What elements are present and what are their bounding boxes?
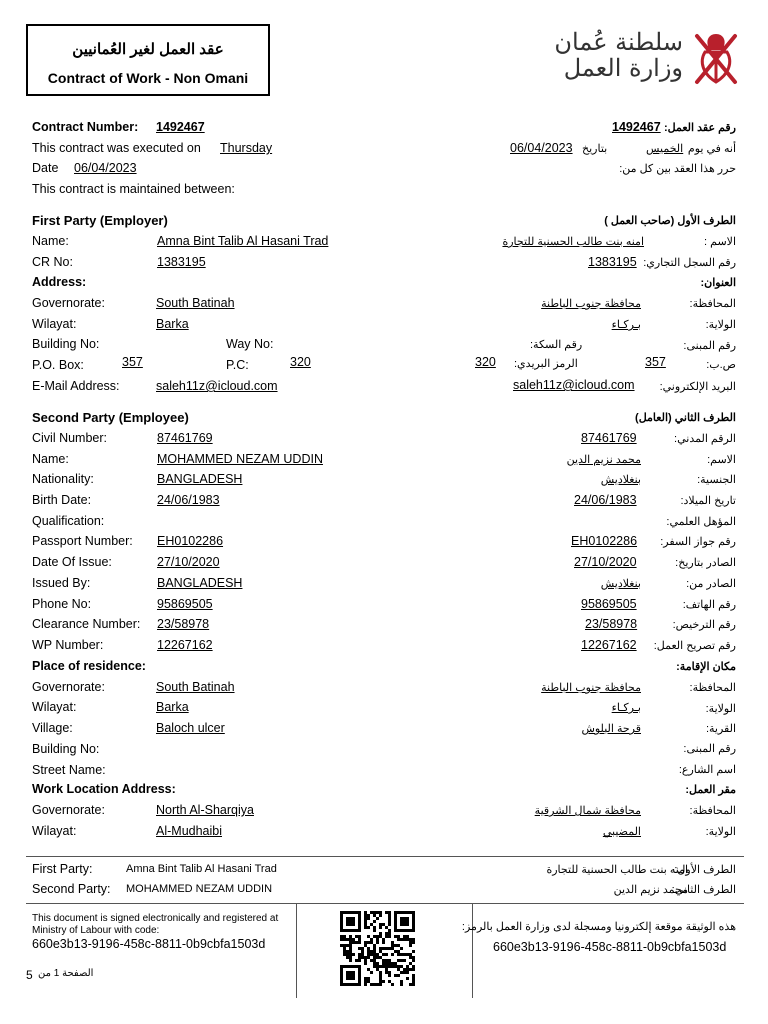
contract-number-label-ar: رقم عقد العمل:	[664, 122, 736, 134]
email-label: E-Mail Address:	[32, 379, 120, 393]
nationality-label-ar: الجنسية:	[697, 474, 736, 486]
residence-wilayat-ar: بـركـاء	[611, 702, 641, 714]
executed-label: This contract was executed on	[32, 141, 201, 155]
birth-date-label: Birth Date:	[32, 493, 92, 507]
postal-code: 320	[290, 355, 311, 369]
employer-name: Amna Bint Talib Al Hasani Trad	[157, 234, 329, 248]
second-party-heading: Second Party (Employee)	[32, 410, 189, 425]
issued-by-ar: بنغلاديش	[600, 578, 641, 590]
second-party-heading-ar: الطرف الثاني (العامل)	[635, 412, 736, 424]
wp-number-ar: 12267162	[581, 638, 637, 652]
phone-number-ar: 95869505	[581, 597, 637, 611]
title-english: Contract of Work - Non Omani	[47, 70, 249, 86]
employer-gov: South Batinah	[156, 296, 235, 310]
footer-divider-2	[26, 903, 744, 904]
employee-name: MOHAMMED NEZAM UDDIN	[157, 452, 323, 466]
phone-label-ar: رقم الهاتف:	[682, 599, 736, 611]
footer-vertical-left	[296, 903, 297, 998]
pc-label: P.C:	[226, 358, 249, 372]
cr-label: CR No:	[32, 255, 73, 269]
ministry-name-line2: وزارة العمل	[563, 54, 683, 82]
work-gov-ar: محافظة شمال الشرقية	[534, 805, 641, 817]
employer-gov-label-ar: المحافظة:	[689, 298, 736, 310]
nationality-label: Nationality:	[32, 472, 94, 486]
po-box-ar: 357	[645, 355, 666, 369]
employer-gov-ar: محافظة جنوب الباطنة	[541, 298, 641, 310]
civil-number: 87461769	[157, 431, 213, 445]
date-word-ar: بتاريخ	[582, 143, 608, 155]
issue-date: 27/10/2020	[157, 555, 220, 569]
cr-number-ar: 1383195	[588, 255, 637, 269]
employer-wilayat-label: Wilayat:	[32, 317, 77, 331]
contract-number-label: Contract Number:	[32, 120, 139, 134]
oman-emblem-icon	[691, 30, 741, 88]
employer-building-label: Building No:	[32, 337, 100, 351]
residence-heading: Place of residence:	[32, 659, 146, 673]
village-label: Village:	[32, 721, 73, 735]
footer-first-name-ar: امنه بنت طالب الحسنية للتجارة	[546, 864, 688, 876]
ministry-name-line1: سلطنة عُمان	[554, 28, 683, 56]
issued-by: BANGLADESH	[157, 576, 243, 590]
clearance-number: 23/58978	[157, 617, 210, 631]
residence-building-label-ar: رقم المبنى:	[683, 743, 736, 755]
residence-gov: South Batinah	[156, 680, 235, 694]
street-label: Street Name:	[32, 763, 106, 777]
employer-wilayat: Barka	[156, 317, 189, 331]
title-arabic: عقد العمل لغير العُمانيين	[72, 41, 224, 58]
issued-by-label: Issued By:	[32, 576, 91, 590]
signature-code-ar: 660e3b13-9196-458c-8811-0b9cbfa1503d	[493, 940, 727, 954]
contract-title-box	[26, 24, 270, 96]
footer-second-name-ar: محمد نزيم الدين	[613, 884, 688, 896]
birth-date-ar: 24/06/1983	[574, 493, 637, 507]
qualification-label-ar: المؤهل العلمي:	[666, 516, 736, 528]
issue-date-ar: 27/10/2020	[574, 555, 637, 569]
issued-by-label-ar: الصادر من:	[686, 578, 736, 590]
residence-building-label: Building No:	[32, 742, 100, 756]
address-label-ar: العنوان:	[700, 277, 736, 289]
address-label: Address:	[32, 275, 87, 289]
birth-date-label-ar: تاريخ الميلاد:	[680, 495, 736, 507]
clearance-number-ar: 23/58978	[585, 617, 638, 631]
work-location-heading: Work Location Address:	[32, 782, 176, 796]
signed-note-line2: Ministry of Labour with code:	[32, 925, 160, 936]
po-box-label: P.O. Box:	[32, 358, 84, 372]
work-gov-label-ar: المحافظة:	[689, 805, 736, 817]
residence-gov-ar: محافظة جنوب الباطنة	[541, 682, 641, 694]
contract-number-ar: 1492467	[612, 120, 661, 134]
passport-label: Passport Number:	[32, 534, 133, 548]
residence-gov-label: Governorate:	[32, 680, 105, 694]
work-gov-label: Governorate:	[32, 803, 105, 817]
work-wilayat-label: Wilayat:	[32, 824, 77, 838]
employer-name-label: Name:	[32, 234, 69, 248]
contract-number: 1492467	[156, 120, 205, 134]
po-box: 357	[122, 355, 143, 369]
residence-heading-ar: مكان الإقامة:	[676, 661, 736, 673]
nationality: BANGLADESH	[157, 472, 243, 486]
page-number: 5	[26, 968, 33, 982]
signed-note-line1: This document is signed electronically and registered at	[32, 913, 279, 924]
issue-date-label-ar: الصادر بتاريخ:	[675, 557, 736, 569]
employee-name-label: Name:	[32, 452, 69, 466]
street-label-ar: اسم الشارع:	[678, 764, 736, 776]
clearance-label-ar: رقم الترخيص:	[672, 619, 736, 631]
footer-first-label: First Party:	[32, 862, 93, 876]
civil-label: Civil Number:	[32, 431, 108, 445]
footer-divider	[26, 856, 744, 857]
employee-name-ar: محمد نزيم الدين	[566, 454, 641, 466]
passport-number: EH0102286	[157, 534, 224, 548]
wp-label: WP Number:	[32, 638, 104, 652]
employer-name-label-ar: الاسم :	[704, 236, 736, 248]
first-party-heading-ar: الطرف الأول (صاحب العمل )	[604, 215, 736, 227]
pc-label-ar: الرمز البريدي:	[514, 358, 578, 370]
village-label-ar: القرية:	[705, 723, 736, 735]
contract-date: 06/04/2023	[74, 161, 137, 175]
work-gov: North Al-Sharqiya	[156, 803, 254, 817]
email-label-ar: البريد الإلكتروني:	[659, 381, 736, 393]
work-wilayat-ar: المضيبي	[602, 826, 641, 838]
signature-code: 660e3b13-9196-458c-8811-0b9cbfa1503d	[32, 937, 266, 951]
employer-way-label: Way No:	[226, 337, 274, 351]
wp-label-ar: رقم تصريح العمل:	[653, 640, 736, 652]
footer-second-label: Second Party:	[32, 882, 111, 896]
employer-gov-label: Governorate:	[32, 296, 105, 310]
work-wilayat-label-ar: الولاية:	[705, 826, 736, 838]
work-wilayat: Al-Mudhaibi	[156, 824, 223, 838]
village: Baloch ulcer	[156, 721, 225, 735]
email-value[interactable]: saleh11z@icloud.com	[156, 379, 278, 393]
civil-label-ar: الرقم المدني:	[674, 433, 736, 445]
employee-name-label-ar: الاسم:	[707, 454, 736, 466]
po-box-label-ar: ص.ب:	[706, 359, 736, 371]
ministry-logo	[525, 28, 743, 88]
residence-wilayat: Barka	[156, 700, 189, 714]
phone-number: 95869505	[157, 597, 213, 611]
executed-day-ar: الخميس	[646, 143, 684, 155]
village-ar: قرحة البلوش	[581, 723, 641, 735]
phone-label: Phone No:	[32, 597, 92, 611]
date-label: Date	[32, 161, 59, 175]
civil-number-ar: 87461769	[581, 431, 637, 445]
cr-number: 1383195	[157, 255, 206, 269]
clearance-label: Clearance Number:	[32, 617, 141, 631]
footer-first-name: Amna Bint Talib Al Hasani Trad	[126, 863, 277, 875]
maintained-label-ar: حرر هذا العقد بين كل من:	[619, 163, 736, 175]
qualification-label: Qualification:	[32, 514, 105, 528]
employer-way-label-ar: رقم السكة:	[530, 339, 583, 351]
employer-wilayat-label-ar: الولاية:	[705, 319, 736, 331]
employer-building-label-ar: رقم المبنى:	[683, 340, 736, 352]
first-party-heading: First Party (Employer)	[32, 213, 168, 228]
footer-vertical-right	[472, 903, 473, 998]
qr-code-icon	[338, 910, 418, 986]
birth-date: 24/06/1983	[157, 493, 220, 507]
wp-number: 12267162	[157, 638, 213, 652]
email-value-ar[interactable]: saleh11z@icloud.com	[513, 378, 635, 392]
residence-wilayat-label: Wilayat:	[32, 700, 77, 714]
cr-label-ar: رقم السجل التجاري:	[643, 257, 736, 269]
footer-second-label-ar: الطرف الثاني:	[671, 884, 736, 896]
employer-wilayat-ar: بـركـاء	[611, 319, 641, 331]
passport-number-ar: EH0102286	[571, 534, 638, 548]
executed-day: Thursday	[220, 141, 273, 155]
residence-wilayat-label-ar: الولاية:	[705, 703, 736, 715]
executed-date: 06/04/2023	[510, 141, 573, 155]
nationality-ar: بنغلاديش	[600, 474, 641, 486]
footer-first-label-ar: الطرف الأول:	[674, 864, 736, 876]
maintained-label: This contract is maintained between:	[32, 182, 235, 196]
footer-second-name: MOHAMMED NEZAM UDDIN	[126, 883, 273, 895]
executed-label-ar: أنه في يوم	[687, 143, 736, 155]
page-of-ar: الصفحة 1 من	[38, 968, 94, 979]
work-location-heading-ar: مقر العمل:	[685, 784, 736, 796]
signed-note-ar: هذه الوثيقة موقعة إلكترونيا ومسجلة لدى وزارة العمل بالرمز:	[461, 921, 736, 933]
passport-label-ar: رقم جواز السفر:	[660, 536, 736, 548]
employer-name-ar: امنه بنت طالب الحسنية للتجارة	[502, 236, 644, 248]
residence-gov-label-ar: المحافظة:	[689, 682, 736, 694]
issue-date-label: Date Of Issue:	[32, 555, 112, 569]
postal-code-ar: 320	[475, 355, 496, 369]
